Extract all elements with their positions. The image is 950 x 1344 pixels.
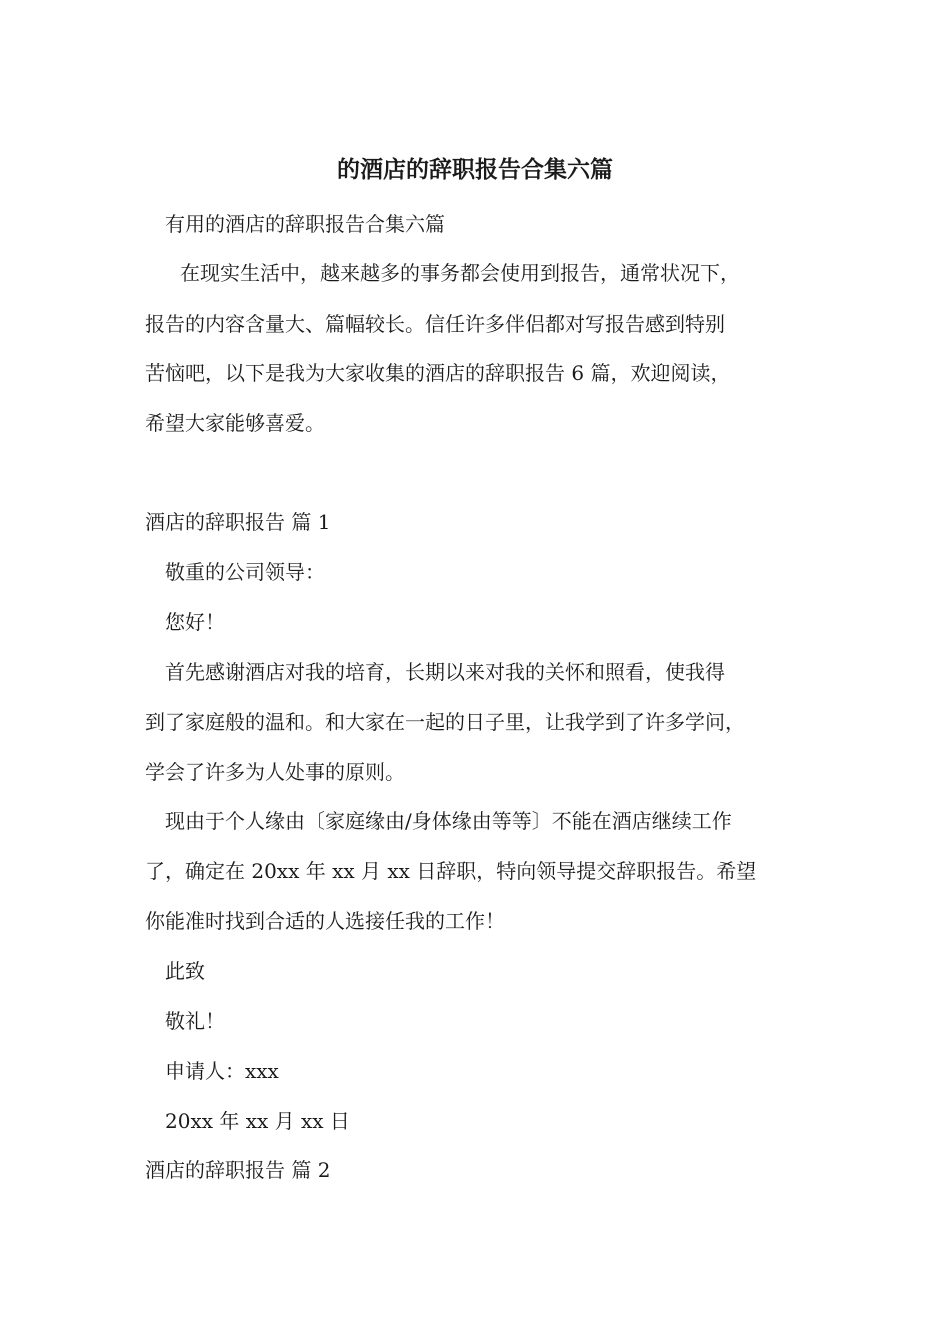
greeting: 您好！ xyxy=(165,610,225,634)
body-paragraph-line: 现由于个人缘由〔家庭缘由/身体缘由等等〕不能在酒店继续工作 xyxy=(165,809,732,833)
intro-paragraph-line: 报告的内容含量大、篇幅较长。信任许多伴侣都对写报告感到特别 xyxy=(145,312,725,336)
body-paragraph-line: 学会了许多为人处事的原则。 xyxy=(145,760,405,784)
body-paragraph-line: 到了家庭般的温和。和大家在一起的日子里，让我学到了许多学问， xyxy=(145,710,745,734)
body-paragraph-line: 了，确定在 20xx 年 xx 月 xx 日辞职，特向领导提交辞职报告。希望 xyxy=(145,859,757,883)
body-paragraph-line: 你能准时找到合适的人选接任我的工作！ xyxy=(145,909,505,933)
subtitle-line: 有用的酒店的辞职报告合集六篇 xyxy=(165,212,445,236)
salutation: 敬重的公司领导： xyxy=(165,560,325,584)
section-heading-2: 酒店的辞职报告 篇 2 xyxy=(145,1158,331,1182)
intro-paragraph-line: 希望大家能够喜爱。 xyxy=(145,411,325,435)
closing-salute: 敬礼！ xyxy=(165,1009,225,1033)
section-heading-1: 酒店的辞职报告 篇 1 xyxy=(145,510,331,534)
date-line: 20xx 年 xx 月 xx 日 xyxy=(165,1109,350,1133)
closing-line: 此致 xyxy=(165,959,205,983)
document-title: 的酒店的辞职报告合集六篇 xyxy=(337,156,613,183)
intro-paragraph-line: 在现实生活中，越来越多的事务都会使用到报告，通常状况下， xyxy=(180,261,740,285)
body-paragraph-line: 首先感谢酒店对我的培育，长期以来对我的关怀和照看，使我得 xyxy=(165,660,725,684)
applicant-line: 申请人：xxx xyxy=(165,1059,279,1083)
intro-paragraph-line: 苦恼吧，以下是我为大家收集的酒店的辞职报告 6 篇，欢迎阅读， xyxy=(145,361,731,385)
